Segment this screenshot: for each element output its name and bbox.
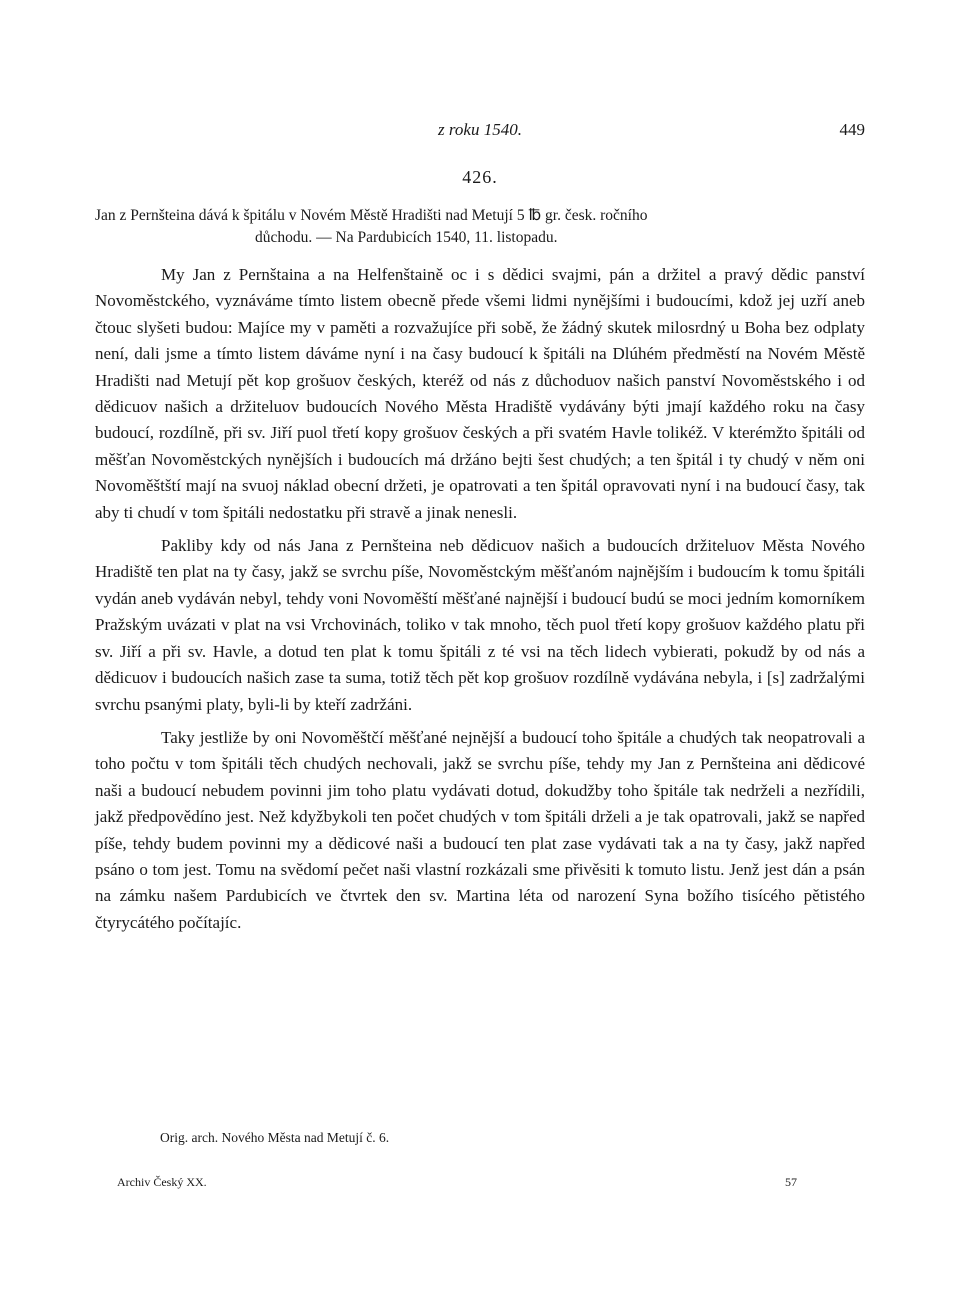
running-title: z roku 1540.	[438, 120, 522, 139]
paragraph-3: Taky jestliže by oni Novoměštčí měšťané nejnější a budoucí toho špitále a chudých tak neopatrovali a toho počtu v tom špitáli těch chudých nechovali, jakž se svrchu píše, tehdy my Jan z Pernšteina ani dědicové naši a budoucí nebudem povinni jim toho platu vydávati dotud, dokudžby toho špitále tak nedrželi a nezřídili, jakž předpovědíno jest. Než kdyžbykoli ten počet chudých v tom špitáli drželi a je tak opatrovali, jakž se napřed píše, tehdy budem povinni my a dědicové naši a budoucí ten plat zase vydávati tak a na ty časy, jakž napřed psáno o tom jest. Tomu na svědomí pečet naši vlastní rozkázali sme přivěsiti k tomuto listu. Jenž jest dán a psán na zámku našem Pardubicích ve čtvrtek den sv. Martina léta od narození Syna božího tisícého pětistého čtyrycátého počítajíc.	[95, 727, 865, 932]
source-note: Orig. arch. Nového Města nad Metují č. 6.	[160, 1130, 390, 1145]
page-number: 449	[839, 120, 865, 139]
running-head	[95, 120, 865, 144]
footer-signature-left: Archiv Český XX.	[117, 1175, 207, 1189]
body-text	[95, 262, 865, 943]
page-footer	[117, 1175, 797, 1195]
document-number: 426.	[462, 167, 498, 187]
footer-signature-right: 57	[785, 1175, 797, 1189]
paragraph-2: Pakliby kdy od nás Jana z Pernšteina neb dědicuov našich a budoucích držiteluov Města Nového Hradiště ten plat na ty časy, jakž se svrchu píše, Novoměstckým měšťanóm najnějším i budoucím k tomu špitáli vydán aneb vydáván nebyl, tehdy voni Novoměští měšťané najnější i budoucí budú se moci jedním komorníkem Pražským uvázati v plat na vsi Vrchovinách, toliko v tak mnoho, těch puol třetí kopy grošuov každého platu při sv. Jiří a při sv. Havle, a dotud ten plat k tomu špitáli z té vsi na těch lidech vybierati, pokudž by od nás a dědicuov i budoucích našich zase ta suma, totiž těch pět kop grošuov rozdílně vydávána nebyla, i [s] zadržalými svrchu psanými platy, byli-li by kteří zadržáni.	[95, 536, 865, 714]
regest-summary	[95, 205, 865, 249]
paragraph-1: My Jan z Pernštaina a na Helfenštaině oc i s dědici svajmi, pán a držitel a pravý dědic panství Novoměstckého, vyznáváme tímto listem obecně přede všemi lidmi nynějšími i budoucími, kdož jej uzří aneb čtouc slyšeti budou: Majíce my v paměti a rozvažujíce při sobě, že žádný skutek milosrdný u Boha bez odplaty není, dali jsme a tímto listem dáváme nyní i na časy budoucí k špitáli na Dlúhém předměstí na Novém Městě Hradišti nad Metují pět kop grošuov českých, kteréž od nás z důchoduov našich panství Novoměstského i od dědicuov našich a držiteluov budoucích Nového Města Hradiště vydávány býti jmají každého roku na časy budoucí, rozdílně, při sv. Jiří puol třetí kopy grošuov českých a při svatém Havle tolikéž. V kterémžto špitáli od měšťan Novoměstckých nynějších i budoucích má držáno bejti šest chudých; a ten špitál i ty chudý v něm oni Novoměštští mají na svuoj náklad obecní držeti, je opatrovati a ten špitál opravovati nyní i na budoucí časy, tak aby ti chudí v tom špitáli nedostatku při stravě a jinak nenesli.	[95, 265, 865, 522]
regest-line-2: důchodu. — Na Pardubicích 1540, 11. listopadu.	[255, 229, 558, 246]
regest-line-1: Jan z Pernšteina dává k špitálu v Novém Městě Hradišti nad Metují 5 ℔ gr. česk. ročního	[95, 207, 648, 224]
